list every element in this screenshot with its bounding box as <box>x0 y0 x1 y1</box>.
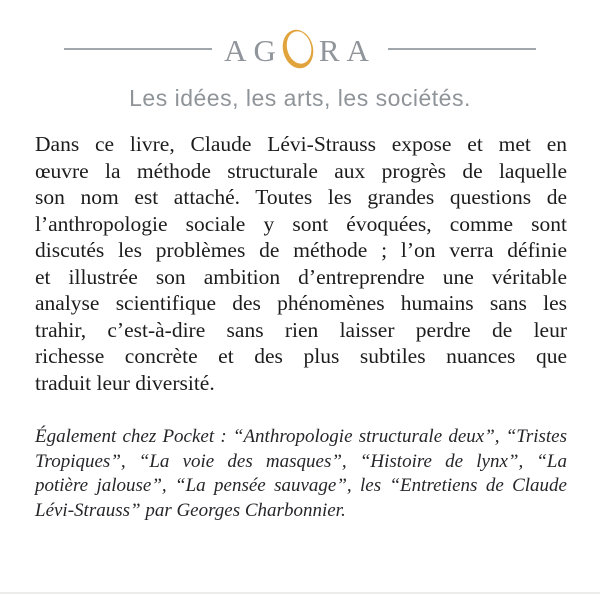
collection-subtitle: Les idées, les arts, les sociétés. <box>129 85 471 111</box>
backlist-line: Également chez Pocket : “Anthropologie structurale deux”, “Tristes <box>35 426 567 447</box>
brand-letters-ag: AG <box>224 33 283 68</box>
scan-edge-artifact <box>0 592 600 594</box>
masthead-rule-left <box>64 48 212 50</box>
backlist-line: Tropiques”, “La voie des masques”, “Histoire de lynx”, “La <box>35 450 567 472</box>
synopsis-paragraph <box>35 131 567 396</box>
backlist-note <box>35 425 567 523</box>
synopsis-line: l’anthropologie sociale y sont évoquées, comme sont <box>35 211 567 236</box>
masthead-rule-right <box>388 48 536 50</box>
o-ring-icon <box>280 26 316 72</box>
brand-letters-ra: RA <box>318 33 376 68</box>
backlist-line: Lévi-Strauss” par Georges Charbonnier. <box>35 499 346 521</box>
agora-masthead <box>0 24 600 74</box>
brand-letter-o <box>280 26 316 72</box>
brand-wordmark <box>224 26 376 72</box>
synopsis-line: trahir, c’est-à-dire sans rien laisser perdre de leur <box>35 317 567 342</box>
synopsis-line: analyse scientifique des phénomènes humains sans les <box>35 291 567 315</box>
synopsis-line: traduit leur diversité. <box>35 370 215 395</box>
synopsis-line: Dans ce livre, Claude Lévi-Strauss expose et met en <box>35 132 567 156</box>
synopsis-line: son nom est attaché. Toutes les grandes questions de <box>35 185 567 209</box>
synopsis-line: discutés les problèmes de méthode ; l’on verra définie <box>35 238 567 262</box>
synopsis-line: richesse concrète et des plus subtiles nuances que <box>35 344 567 368</box>
backlist-line: potière jalouse”, “La pensée sauvage”, les “Entretiens de Claude <box>35 475 567 496</box>
synopsis-line: et illustrée son ambition d’entreprendre une véritable <box>35 264 567 289</box>
synopsis-line: œuvre la méthode structurale aux progrès de laquelle <box>35 158 567 183</box>
